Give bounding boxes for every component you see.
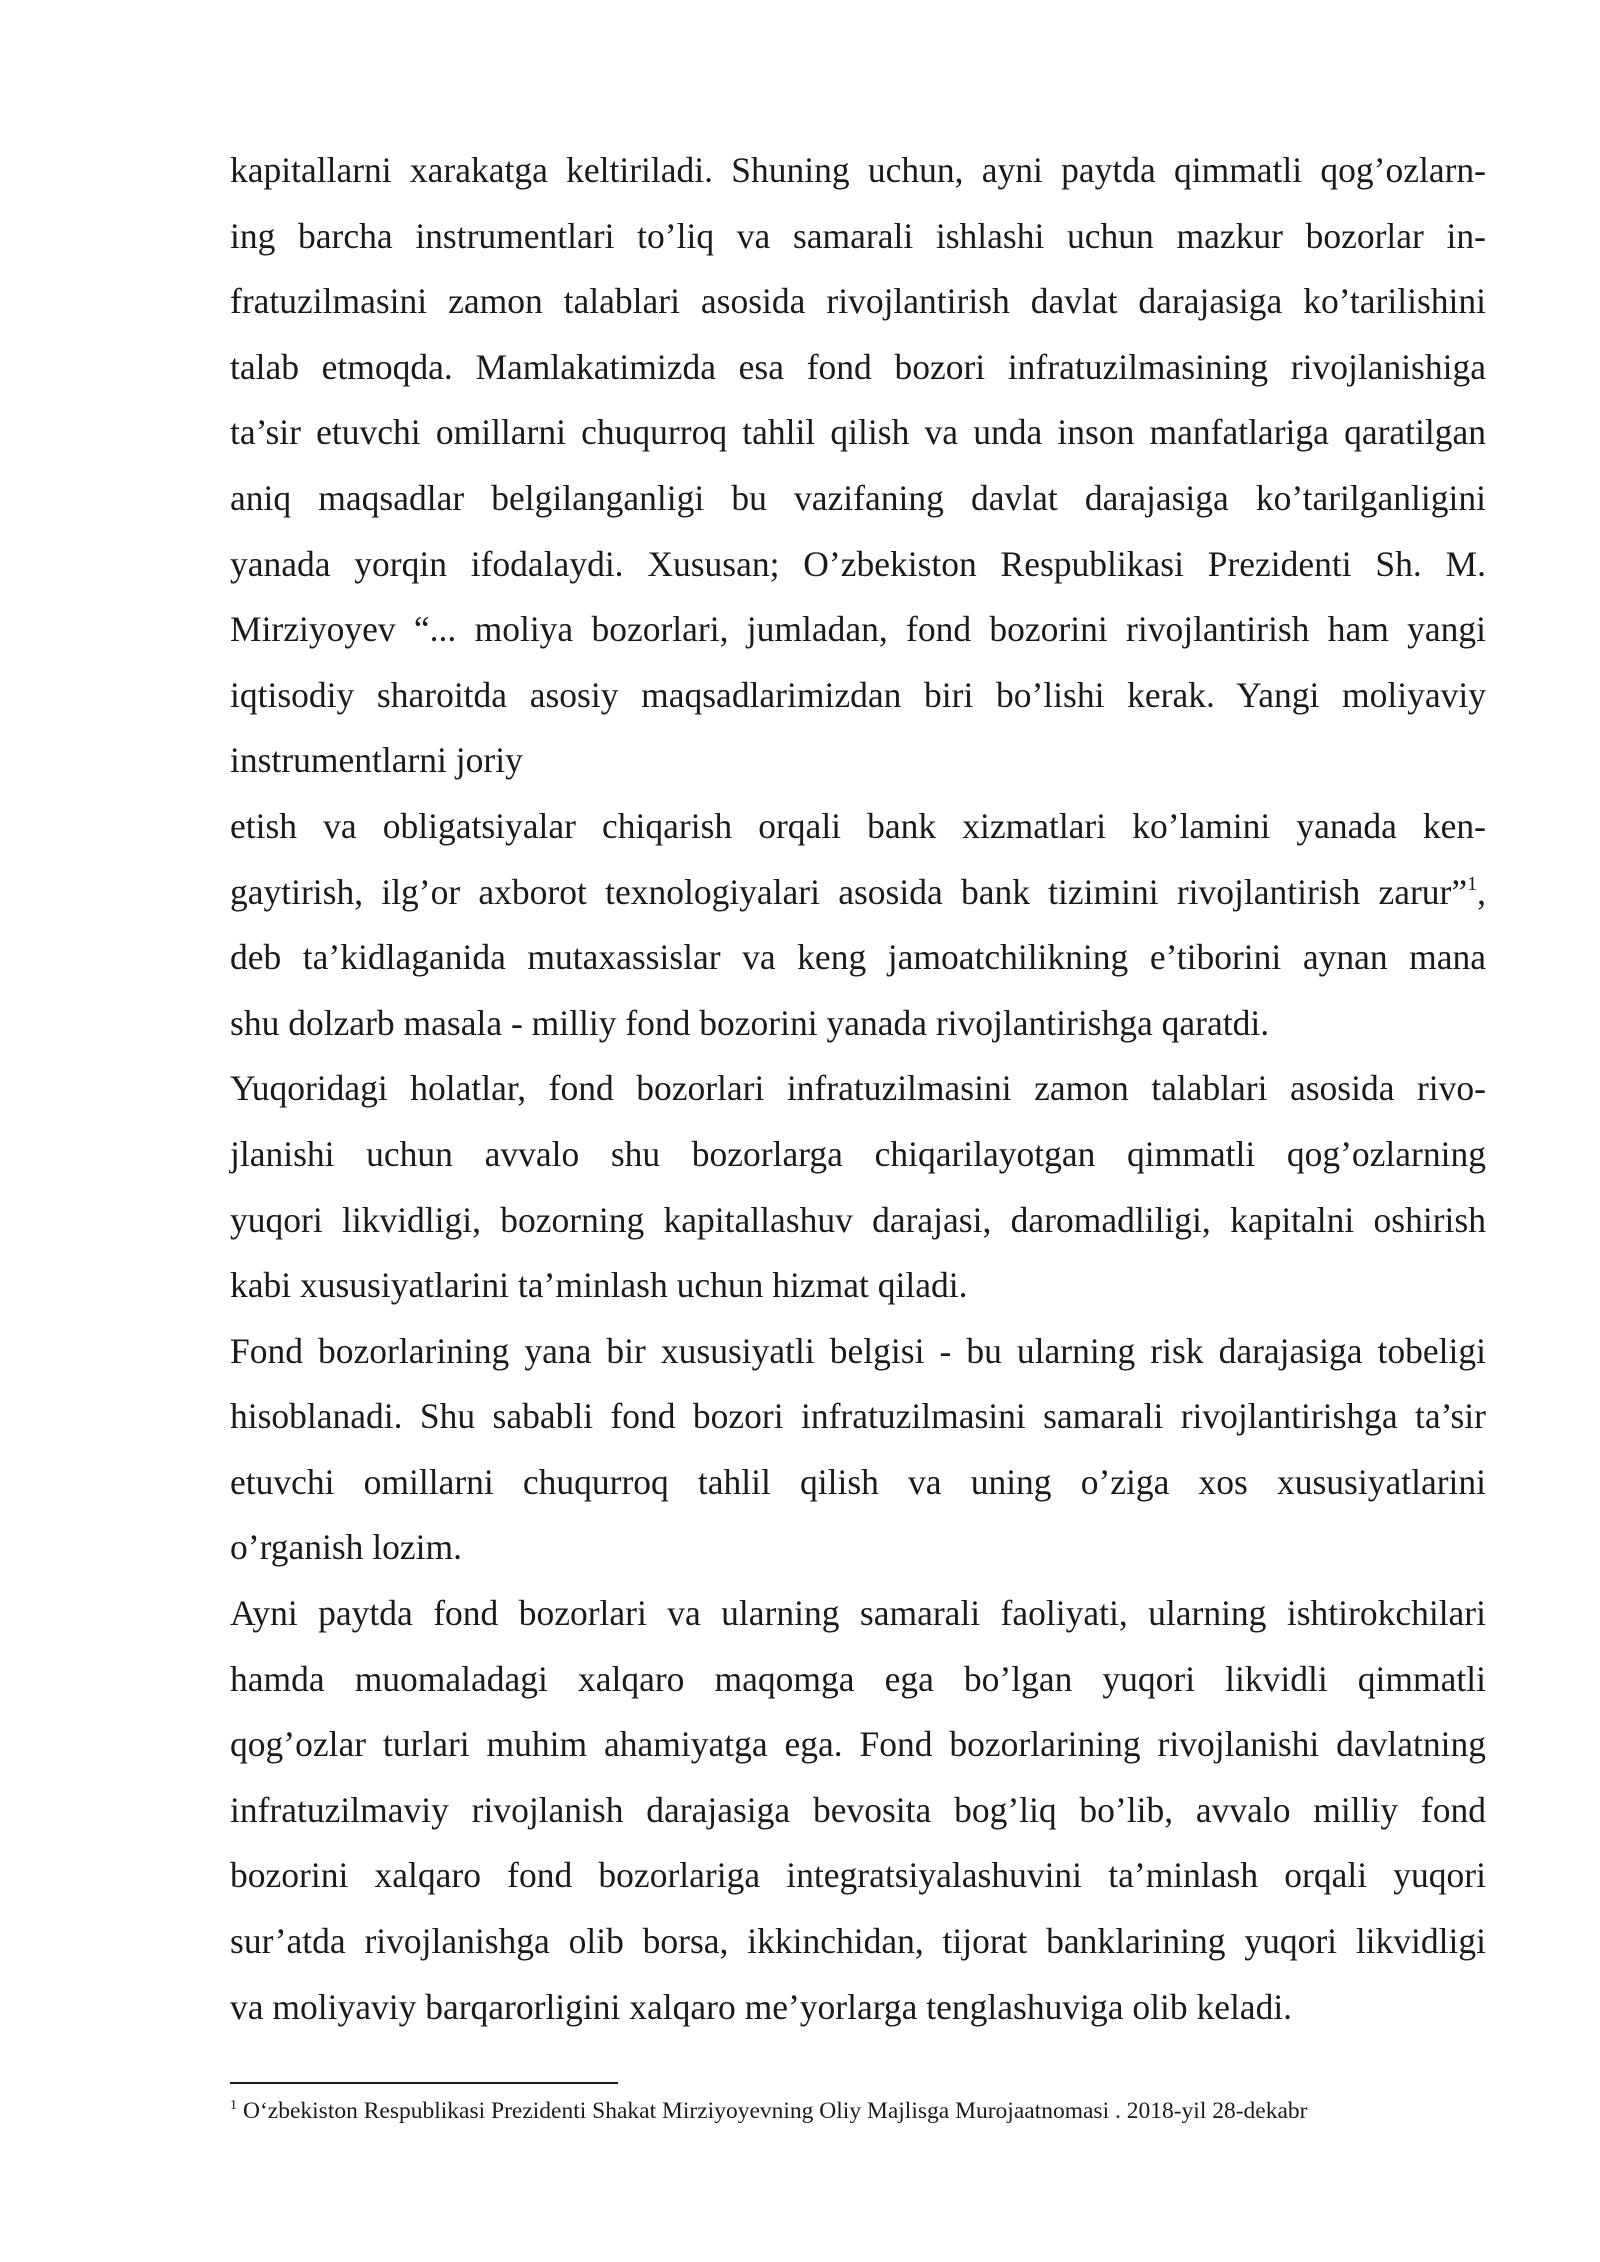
text-line: Mirziyoyev “... moliya bozorlari, jumladan, fond bozorini rivojlantirish ham yangi [230,609,1486,650]
body-text [230,138,1486,2040]
text-line: qog’ozlar turlari muhim ahamiyatga ega. Fond bozorlarining rivojlanishi davlatning [230,1724,1486,1765]
text-line: talab etmoqda. Mamlakatimizda esa fond bozori infratuzilmasining rivojlanishiga [230,346,1486,387]
text-line: etuvchi omillarni chuqurroq tahlil qilish va uning o’ziga xos xususiyatlarini [230,1461,1486,1502]
footnote-separator [230,2082,618,2084]
text-line: instrumentlarni joriy [230,740,523,781]
text-line: yuqori likvidligi, bozorning kapitallashuv darajasi, daromadliligi, kapitalni oshirish [230,1199,1486,1240]
text-line: va moliyaviy barqarorligini xalqaro me’yorlarga tenglashuviga olib keladi. [230,1986,1293,2027]
text-line: o’rganish lozim. [230,1527,463,1568]
text-line: yanada yorqin ifodalaydi. Xususan; O’zbekiston Respublikasi Prezidenti Sh. M. [230,543,1486,584]
text-line: aniq maqsadlar belgilanganligi bu vazifaning davlat darajasiga ko’tarilganligini [230,477,1486,518]
text-line: ing barcha instrumentlari to’liq va samarali ishlashi uchun mazkur bozorlar in- [230,215,1486,256]
text-line: Ayni paytda fond bozorlari va ularning samarali faoliyati, ularning ishtirokchilari [230,1593,1486,1634]
text-line: etish va obligatsiyalar chiqarish orqali bank xizmatlari ko’lamini yanada ken- [230,805,1486,846]
text-line: kabi xususiyatlarini ta’minlash uchun hizmat qiladi. [230,1265,968,1306]
text-line: Fond bozorlarining yana bir xususiyatli belgisi - bu ularning risk darajasiga tobeligi [230,1330,1486,1371]
text-line: fratuzilmasini zamon talablari asosida rivojlantirish davlat darajasiga ko’tarilishini [230,281,1486,322]
text-line: sur’atda rivojlanishga olib borsa, ikkinchidan, tijorat banklarining yuqori likvidligi [230,1921,1486,1962]
text-line-main: gaytirish, ilg’or axborot texnologiyalari asosida bank tizimini rivojlantirish zarur” [230,871,1468,912]
text-line: hisoblanadi. Shu sababli fond bozori infratuzilmasini samarali rivojlantirishga ta’sir [230,1396,1486,1437]
footnote-ref: 1 [1467,872,1478,895]
text-line: Yuqoridagi holatlar, fond bozorlari infratuzilmasini zamon talablari asosida rivo- [230,1068,1486,1109]
footnote-marker: 1 [230,2098,237,2113]
footnote-text: O‘zbekiston Respublikasi Prezidenti Shakat Mirziyoyevning Oliy Majlisga Murojaatnomasi . 2018-yil 28-dekabr [243,2098,1308,2124]
text-line: kapitallarni xarakatga keltiriladi. Shuning uchun, ayni paytda qimmatli qog’ozlarn- [230,150,1486,190]
text-line-with-footnote-ref [230,860,1486,926]
footnote [230,2096,1530,2126]
text-line: ta’sir etuvchi omillarni chuqurroq tahlil qilish va unda inson manfatlariga qaratilgan [230,412,1486,453]
text-line: deb ta’kidlaganida mutaxassislar va keng jamoatchilikning e’tiborini aynan mana [230,937,1486,978]
text-line: bozorini xalqaro fond bozorlariga integratsiyalashuvini ta’minlash orqali yuqori [230,1855,1486,1896]
text-line: hamda muomaladagi xalqaro maqomga ega bo’lgan yuqori likvidli qimmatli [230,1658,1486,1699]
text-line: iqtisodiy sharoitda asosiy maqsadlarimizdan biri bo’lishi kerak. Yangi moliyaviy [230,674,1486,715]
text-line: jlanishi uchun avvalo shu bozorlarga chiqarilayotgan qimmatli qog’ozlarning [230,1133,1486,1174]
text-line: shu dolzarb masala - milliy fond bozorini yanada rivojlantirishga qaratdi. [230,1002,1270,1043]
text-line-after-ref: , [1477,871,1486,912]
text-line: infratuzilmaviy rivojlanish darajasiga bevosita bog’liq bo’lib, avvalo milliy fond [230,1789,1486,1830]
